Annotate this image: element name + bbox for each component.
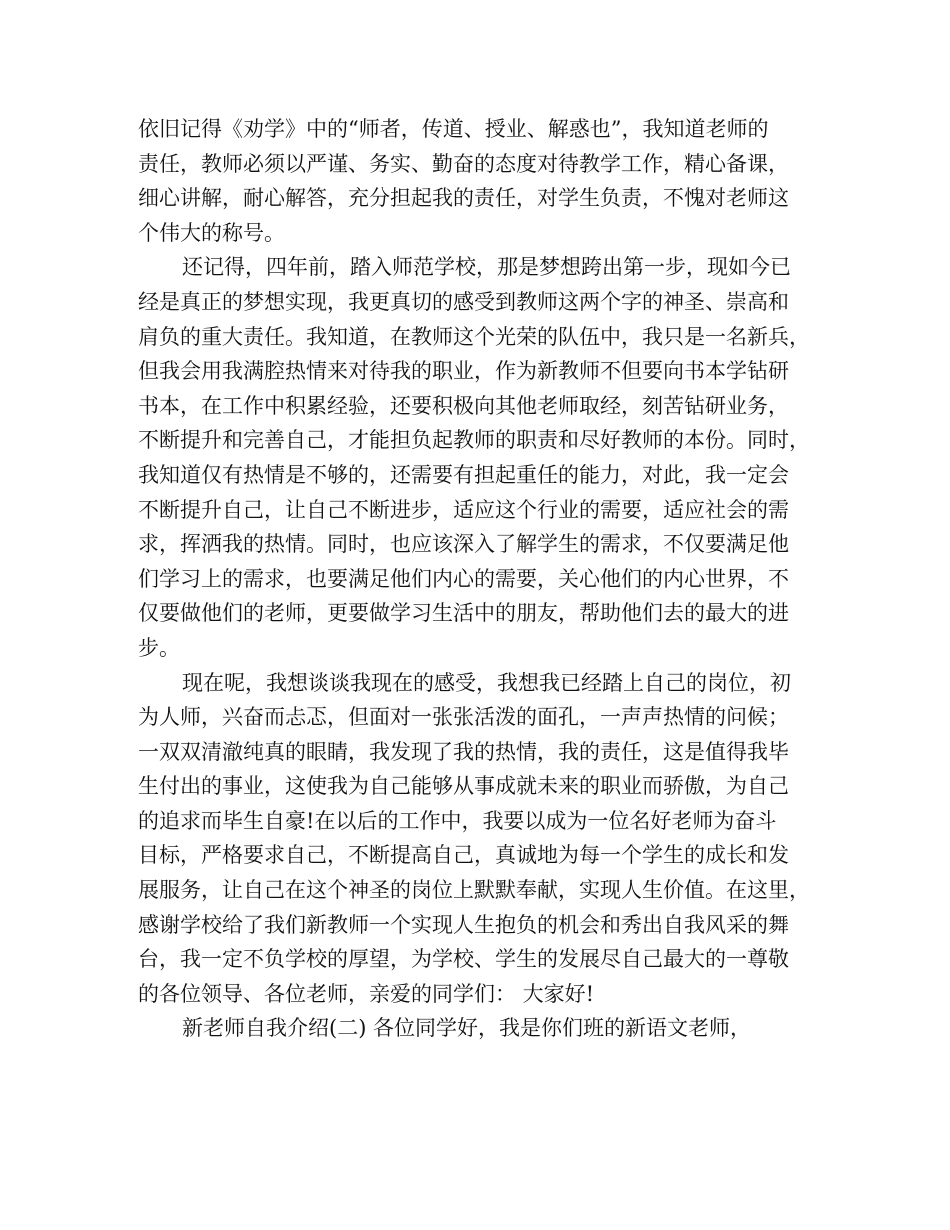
text-line: 的各位领导、各位老师，亲爱的同学们： 大家好! [138, 981, 595, 1006]
body-text [138, 112, 828, 1046]
text-line: 求，挥洒我的热情。同时，也应该深入了解学生的需求，不仅要满足他 [138, 532, 789, 557]
text-line: 依旧记得《劝学》中的“师者，传道、授业、解惑也”，我知道老师的 [138, 117, 769, 141]
text-line: 细心讲解，耐心解答，充分担起我的责任，对学生负责，不愧对老师这 [138, 186, 789, 211]
section-heading-line: 新老师自我介绍(二) 各位同学好，我是你们班的新语文老师， [182, 1016, 752, 1041]
paragraph-first-line: 现在呢，我想谈谈我现在的感受，我想我已经踏上自己的岗位，初 [182, 670, 791, 695]
text-line: 感谢学校给了我们新教师一个实现人生抱负的机会和秀出自我风采的舞 [138, 912, 789, 937]
text-line: 目标，严格要求自己，不断提高自己，真诚地为每一个学生的成长和发 [138, 843, 789, 868]
text-line: 们学习上的需求，也要满足他们内心的需要，关心他们的内心世界，不 [138, 566, 789, 591]
paragraph-first-line: 还记得，四年前，踏入师范学校，那是梦想跨出第一步，现如今已 [182, 255, 791, 280]
text-line: 步。 [138, 635, 180, 660]
text-line: 我知道仅有热情是不够的，还需要有担起重任的能力，对此，我一定会 [138, 462, 789, 487]
text-line: 不断提升自己，让自己不断进步，适应这个行业的需要，适应社会的需 [138, 497, 789, 522]
text-line: 个伟大的称号。 [138, 220, 285, 245]
text-line: 台，我一定不负学校的厚望，为学校、学生的发展尽自己最大的一尊敬 [138, 947, 789, 972]
text-line: 责任，教师必须以严谨、务实、勤奋的态度对待教学工作，精心备课， [138, 151, 789, 176]
text-line: 展服务，让自己在这个神圣的岗位上默默奉献，实现人生价值。在这里， [138, 878, 810, 903]
text-line: 但我会用我满腔热情来对待我的职业，作为新教师不但要向书本学钻研 [138, 359, 789, 384]
text-line: 一双双清澈纯真的眼睛，我发现了我的热情，我的责任，这是值得我毕 [138, 739, 789, 764]
text-line: 经是真正的梦想实现，我更真切的感受到教师这两个字的神圣、崇高和 [138, 289, 789, 314]
text-line: 书本，在工作中积累经验，还要积极向其他老师取经，刻苦钻研业务， [138, 393, 789, 418]
text-line: 肩负的重大责任。我知道，在教师这个光荣的队伍中，我只是一名新兵， [138, 324, 810, 349]
text-line: 的追求而毕生自豪!在以后的工作中，我要以成为一位名好老师为奋斗 [138, 808, 777, 833]
text-line: 为人师，兴奋而忐忑，但面对一张张活泼的面孔，一声声热情的问候； [138, 705, 789, 730]
text-line: 仅要做他们的老师，更要做学习生活中的朋友，帮助他们去的最大的进 [138, 601, 789, 626]
text-line: 生付出的事业，这使我为自己能够从事成就未来的职业而骄傲，为自己 [138, 774, 789, 799]
text-line: 不断提升和完善自己，才能担负起教师的职责和尽好教师的本份。同时， [138, 428, 810, 453]
